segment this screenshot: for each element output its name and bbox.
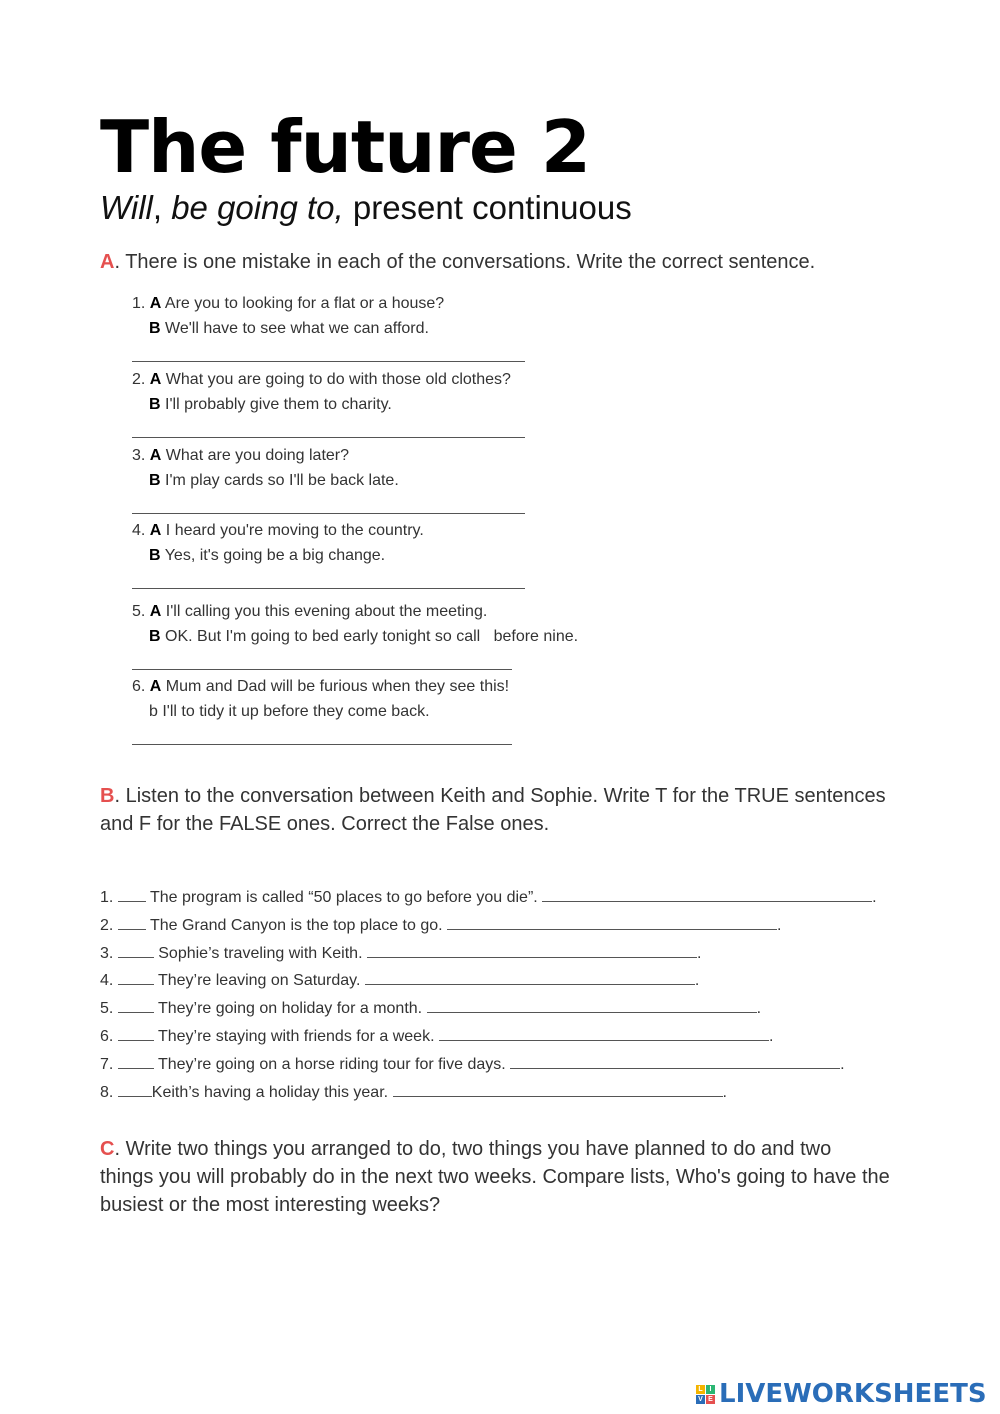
logo-cell-l: L [696,1385,705,1394]
section-a-letter: A [100,251,115,273]
tf-number: 4. [100,972,114,989]
speaker-a: A [149,447,162,464]
tf-blank[interactable] [118,1054,154,1069]
line-a: What are you doing later? [161,447,350,464]
tf-item-3 [100,943,701,964]
tf-blank[interactable] [118,998,154,1013]
correction-blank[interactable] [427,998,757,1013]
item-number: 1. [132,295,146,312]
logo-cell-i: I [706,1385,715,1394]
tf-number: 5. [100,1000,114,1017]
tf-statement: They’re leaving on Saturday. [157,972,361,989]
page-title: The future 2 [100,105,591,189]
conversation-item-5 [132,602,612,652]
conversation-item-4 [132,521,612,571]
tf-statement: The program is called “50 places to go before you die”. [149,889,538,906]
answer-line-4[interactable] [132,588,525,589]
end-mark: . [840,1056,845,1073]
section-b-text: . Listen to the conversation between Keith and Sophie. Write T for the TRUE sentences and F for the FALSE ones. Correct the False ones. [100,785,886,835]
correction-blank[interactable] [367,943,697,958]
end-mark: . [694,972,700,989]
tf-item-4 [100,970,699,991]
end-mark: . [768,1028,774,1045]
conversation-item-6 [132,677,612,727]
end-mark: . [777,917,782,934]
tf-blank[interactable] [118,887,146,902]
subtitle-will: Will [100,189,153,226]
conversation-item-3 [132,446,612,496]
speaker-b: B [149,547,161,564]
tf-number: 8. [100,1084,114,1101]
tf-blank[interactable] [118,970,154,985]
speaker-b: B [149,320,161,337]
tf-statement: Keith’s having a holiday this year. [151,1084,389,1101]
speaker-b: B [149,628,161,645]
tf-item-5 [100,998,761,1019]
logo-cell-e: E [706,1395,715,1404]
conversation-item-1 [132,294,612,344]
correction-blank[interactable] [439,1026,769,1041]
line-a: I'll calling you this evening about the meeting. [161,603,488,620]
end-mark: . [696,945,702,962]
speaker-a: A [149,371,162,388]
line-b: b I'll to tidy it up before they come back. [149,703,430,720]
speaker-b: B [149,396,161,413]
section-a-instruction [100,248,900,276]
section-c-text: . Write two things you arranged to do, two things you have planned to do and two things you will probably do in the next two weeks. Compare lists, Who's going to have the busiest or the most interesting weeks? [100,1138,890,1216]
line-b: I'll probably give them to charity. [160,396,392,413]
line-a: Mum and Dad will be furious when they see this! [161,678,510,695]
end-mark: . [872,889,877,906]
subtitle-going: be going to, [171,189,344,226]
tf-blank[interactable] [118,1082,152,1097]
answer-line-1[interactable] [132,361,525,362]
correction-blank[interactable] [447,915,777,930]
end-mark: . [722,1084,727,1101]
tf-blank[interactable] [118,943,154,958]
section-b-instruction [100,782,910,838]
liveworksheets-logo [696,1378,987,1410]
item-number: 2. [132,371,146,388]
end-mark: . [756,1000,762,1017]
item-number: 4. [132,522,146,539]
section-a-text: . There is one mistake in each of the conversations. Write the correct sentence. [114,251,816,273]
correction-blank[interactable] [365,970,695,985]
speaker-a: A [149,295,162,312]
line-b: Yes, it's going be a big change. [160,547,386,564]
tf-number: 1. [100,889,114,906]
speaker-a: A [149,603,162,620]
line-a: Are you to looking for a flat or a house? [161,295,445,312]
item-number: 3. [132,447,146,464]
speaker-b: B [149,472,161,489]
tf-item-7 [100,1054,845,1075]
section-c-letter: C [100,1138,115,1160]
tf-item-1 [100,887,877,908]
logo-cell-v: V [696,1395,705,1404]
tf-item-2 [100,915,781,936]
section-c-instruction [100,1135,890,1219]
tf-number: 7. [100,1056,114,1073]
item-number: 5. [132,603,146,620]
tf-blank[interactable] [118,915,146,930]
line-a: I heard you're moving to the country. [161,522,424,539]
speaker-a: A [149,522,162,539]
tf-item-6 [100,1026,773,1047]
correction-blank[interactable] [510,1054,840,1069]
line-b: OK. But I'm going to bed early tonight so call before nine. [160,628,579,645]
tf-statement: The Grand Canyon is the top place to go. [149,917,443,934]
tf-statement: Sophie’s traveling with Keith. [158,945,363,962]
tf-number: 3. [100,945,114,962]
tf-number: 2. [100,917,114,934]
page-subtitle [100,186,632,230]
subtitle-comma: , [152,189,172,226]
answer-line-2[interactable] [132,437,525,438]
correction-blank[interactable] [393,1082,723,1097]
answer-line-3[interactable] [132,513,525,514]
item-number: 6. [132,678,146,695]
line-a: What you are going to do with those old clothes? [161,371,511,388]
speaker-a: A [149,678,162,695]
tf-statement: They’re going on a horse riding tour for five days. [157,1056,506,1073]
tf-statement: They’re going on holiday for a month. [157,1000,423,1017]
tf-number: 6. [100,1028,114,1045]
line-b: We'll have to see what we can afford. [160,320,429,337]
tf-blank[interactable] [118,1026,154,1041]
logo-icon [696,1385,715,1404]
correction-blank[interactable] [542,887,872,902]
answer-line-6[interactable] [132,744,512,745]
conversation-item-2 [132,370,612,420]
logo-text: LIVEWORKSHEETS [719,1379,987,1409]
section-b-letter: B [100,785,115,807]
tf-item-8 [100,1082,727,1103]
line-b: I'm play cards so I'll be back late. [160,472,399,489]
subtitle-rest: present continuous [343,189,632,226]
tf-statement: They’re staying with friends for a week. [157,1028,435,1045]
answer-line-5[interactable] [132,669,512,670]
